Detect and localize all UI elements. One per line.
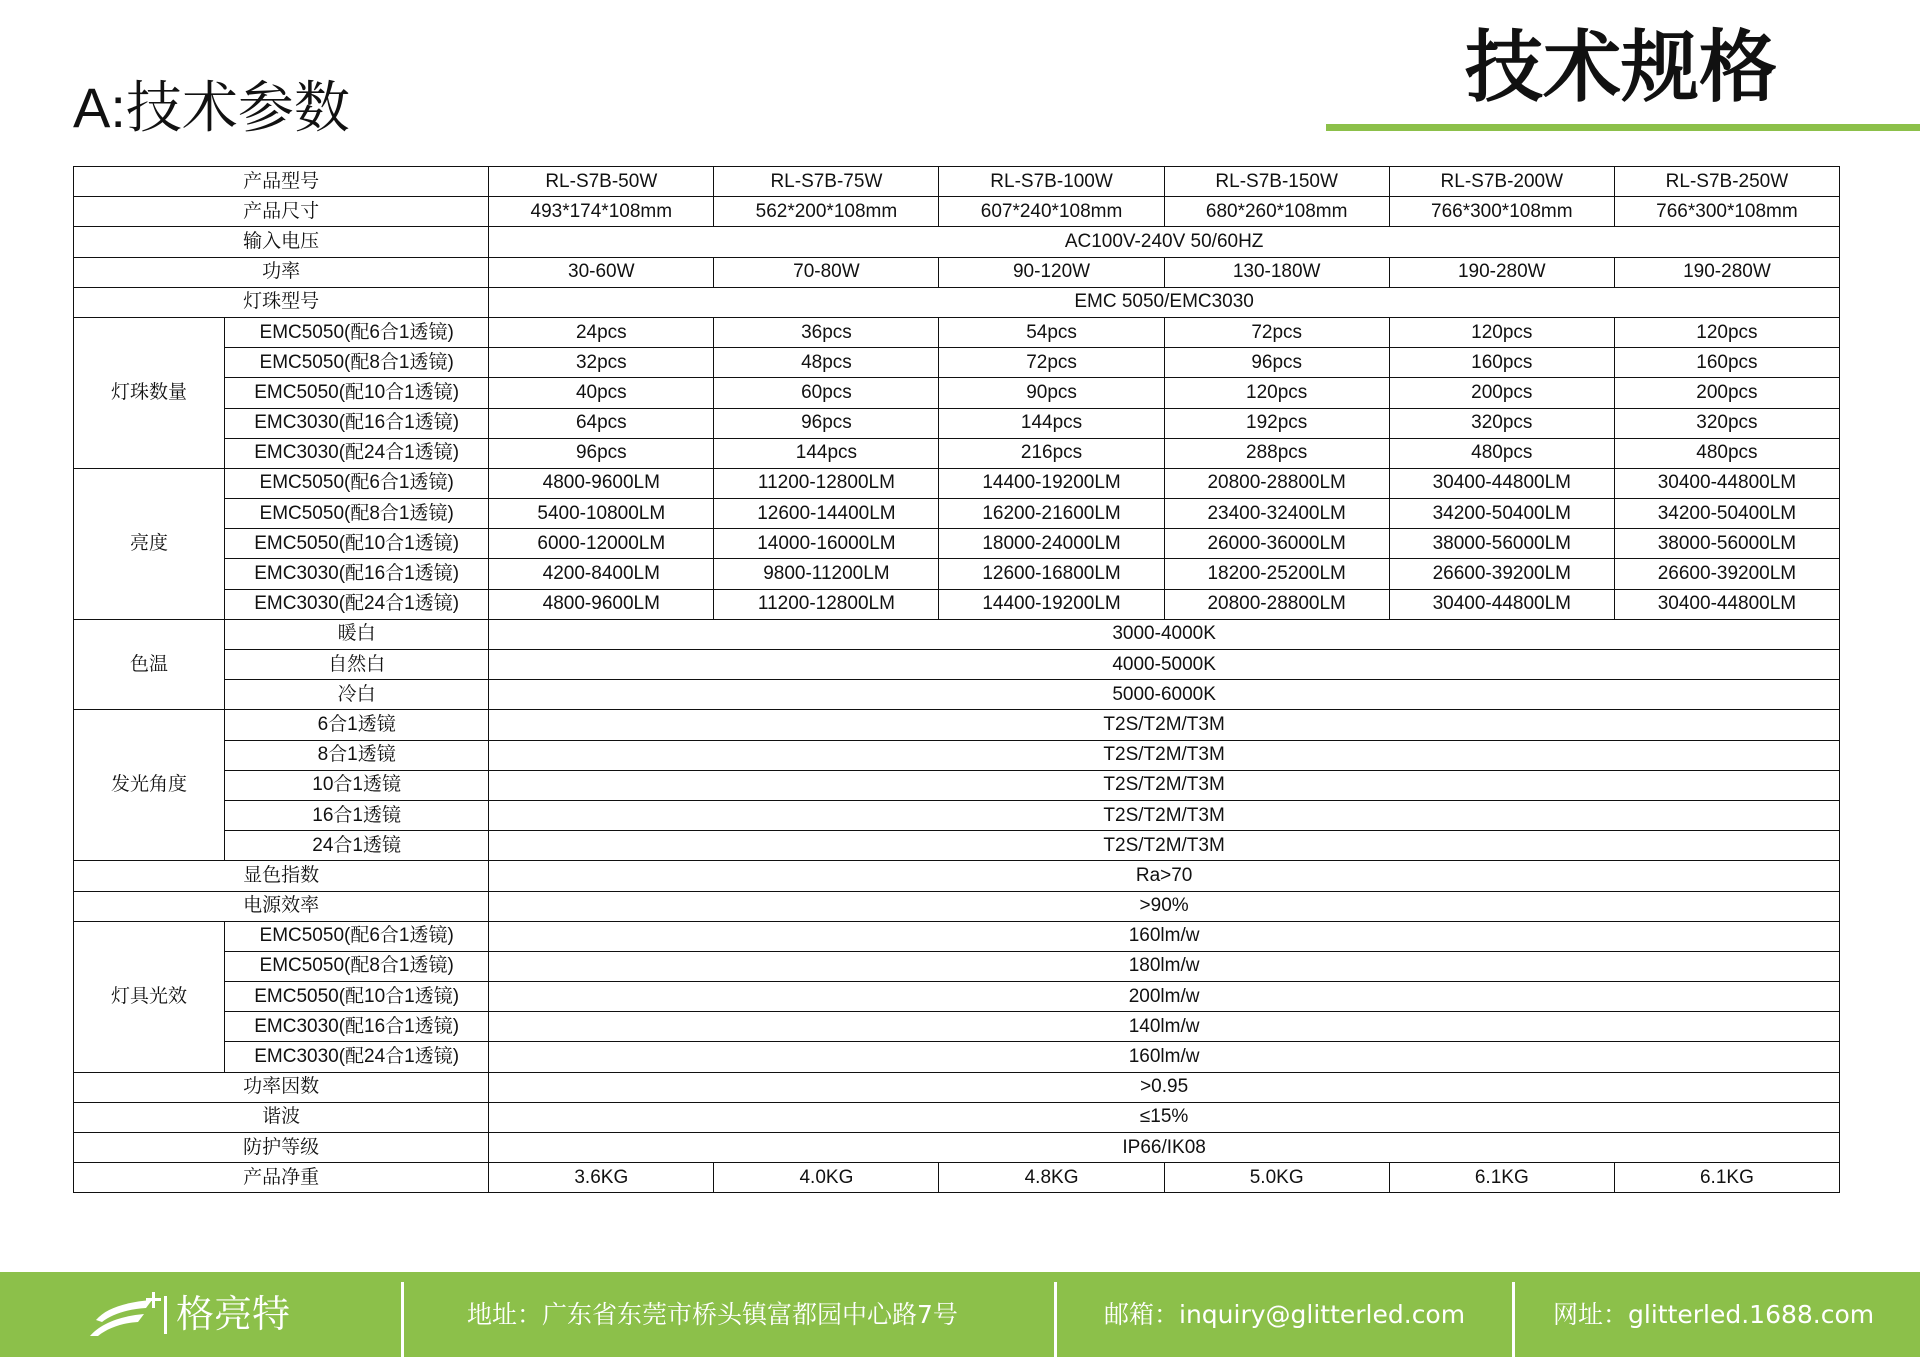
beam-angle-value: T2S/T2M/T3M: [489, 740, 1840, 770]
brightness-cell: 11200-12800LM: [714, 468, 939, 498]
led-qty-cell: 40pcs: [489, 378, 714, 408]
driver-efficiency-label: 电源效率: [74, 891, 489, 921]
efficacy-value: 180lm/w: [489, 951, 1840, 981]
brightness-cell: 26000-36000LM: [1164, 529, 1389, 559]
heading-underline: [1326, 124, 1920, 131]
table-row: [74, 559, 1840, 589]
led-qty-cell: 36pcs: [714, 317, 939, 347]
led-qty-sub-label: EMC5050(配10合1透镜): [225, 378, 489, 408]
table-row: [74, 529, 1840, 559]
cct-value: 4000-5000K: [489, 650, 1840, 680]
size-cell: 607*240*108mm: [939, 197, 1164, 227]
brightness-cell: 23400-32400LM: [1164, 499, 1389, 529]
footer-bar: [0, 1272, 1920, 1357]
brightness-cell: 34200-50400LM: [1614, 499, 1839, 529]
driver-efficiency-value: >90%: [489, 891, 1840, 921]
brightness-cell: 4200-8400LM: [489, 559, 714, 589]
power-label: 功率: [74, 257, 489, 287]
size-cell: 680*260*108mm: [1164, 197, 1389, 227]
power-cell: 190-280W: [1389, 257, 1614, 287]
cct-label: 色温: [74, 619, 225, 710]
table-row: [74, 227, 1840, 257]
efficacy-sub-label: EMC3030(配16合1透镜): [225, 1012, 489, 1042]
beam-angle-sub-label: 6合1透镜: [225, 710, 489, 740]
brightness-cell: 4800-9600LM: [489, 589, 714, 619]
led-qty-cell: 54pcs: [939, 317, 1164, 347]
beam-angle-value: T2S/T2M/T3M: [489, 800, 1840, 830]
led-qty-sub-label: EMC5050(配6合1透镜): [225, 317, 489, 347]
table-row: [74, 951, 1840, 981]
led-qty-sub-label: EMC5050(配8合1透镜): [225, 348, 489, 378]
led-qty-cell: 96pcs: [489, 438, 714, 468]
cct-sub-label: 自然白: [225, 650, 489, 680]
brightness-cell: 5400-10800LM: [489, 499, 714, 529]
led-qty-cell: 192pcs: [1164, 408, 1389, 438]
beam-angle-value: T2S/T2M/T3M: [489, 770, 1840, 800]
led-qty-cell: 480pcs: [1614, 438, 1839, 468]
brightness-sub-label: EMC5050(配10合1透镜): [225, 529, 489, 559]
led-qty-cell: 120pcs: [1614, 317, 1839, 347]
table-row: [74, 287, 1840, 317]
brightness-sub-label: EMC3030(配16合1透镜): [225, 559, 489, 589]
led-qty-cell: 96pcs: [714, 408, 939, 438]
cct-value: 3000-4000K: [489, 619, 1840, 649]
cct-sub-label: 冷白: [225, 680, 489, 710]
footer-address: 地址：广东省东莞市桥头镇富都园中心路7号: [467, 1300, 958, 1329]
brightness-sub-label: EMC5050(配6合1透镜): [225, 468, 489, 498]
beam-angle-sub-label: 24合1透镜: [225, 831, 489, 861]
table-row: [74, 770, 1840, 800]
table-row: [74, 1102, 1840, 1132]
brightness-cell: 18000-24000LM: [939, 529, 1164, 559]
table-row: [74, 710, 1840, 740]
size-label: 产品尺寸: [74, 197, 489, 227]
power-factor-label: 功率因数: [74, 1072, 489, 1102]
table-row: [74, 1042, 1840, 1072]
table-row: [74, 348, 1840, 378]
led-qty-sub-label: EMC3030(配16合1透镜): [225, 408, 489, 438]
led-qty-cell: 64pcs: [489, 408, 714, 438]
brightness-label: 亮度: [74, 468, 225, 619]
footer-email[interactable]: 邮箱：inquiry@glitterled.com: [1104, 1300, 1466, 1329]
table-row: [74, 921, 1840, 951]
led-qty-cell: 320pcs: [1389, 408, 1614, 438]
model-cell: RL-S7B-250W: [1614, 167, 1839, 197]
cri-value: Ra>70: [489, 861, 1840, 891]
table-row: [74, 740, 1840, 770]
efficacy-sub-label: EMC5050(配10合1透镜): [225, 982, 489, 1012]
brightness-cell: 14400-19200LM: [939, 468, 1164, 498]
led-qty-cell: 72pcs: [939, 348, 1164, 378]
table-row: [74, 1072, 1840, 1102]
model-cell: RL-S7B-100W: [939, 167, 1164, 197]
section-title: A:技术参数: [73, 76, 350, 139]
led-qty-cell: 96pcs: [1164, 348, 1389, 378]
model-cell: RL-S7B-50W: [489, 167, 714, 197]
thd-label: 谐波: [74, 1102, 489, 1132]
footer-website[interactable]: 网址：glitterled.1688.com: [1553, 1300, 1875, 1329]
logo-divider: [164, 1296, 167, 1334]
efficacy-value: 160lm/w: [489, 921, 1840, 951]
table-row: [74, 982, 1840, 1012]
led-qty-cell: 32pcs: [489, 348, 714, 378]
brightness-cell: 14000-16000LM: [714, 529, 939, 559]
brightness-cell: 30400-44800LM: [1389, 589, 1614, 619]
voltage-value: AC100V-240V 50/60HZ: [489, 227, 1840, 257]
led-qty-cell: 160pcs: [1389, 348, 1614, 378]
beam-angle-sub-label: 8合1透镜: [225, 740, 489, 770]
spec-table-body: [74, 167, 1840, 1193]
table-row: [74, 1012, 1840, 1042]
model-cell: RL-S7B-150W: [1164, 167, 1389, 197]
brightness-cell: 20800-28800LM: [1164, 589, 1389, 619]
brightness-cell: 38000-56000LM: [1614, 529, 1839, 559]
brightness-cell: 14400-19200LM: [939, 589, 1164, 619]
voltage-label: 输入电压: [74, 227, 489, 257]
table-row: [74, 1163, 1840, 1193]
ip-rating-value: IP66/IK08: [489, 1133, 1840, 1163]
table-row: [74, 680, 1840, 710]
beam-angle-sub-label: 10合1透镜: [225, 770, 489, 800]
table-row: [74, 317, 1840, 347]
efficacy-sub-label: EMC5050(配8合1透镜): [225, 951, 489, 981]
brightness-cell: 12600-14400LM: [714, 499, 939, 529]
brightness-cell: 20800-28800LM: [1164, 468, 1389, 498]
model-label: 产品型号: [74, 167, 489, 197]
brightness-cell: 26600-39200LM: [1389, 559, 1614, 589]
brightness-cell: 26600-39200LM: [1614, 559, 1839, 589]
weight-cell: 5.0KG: [1164, 1163, 1389, 1193]
led-qty-cell: 200pcs: [1614, 378, 1839, 408]
table-row: [74, 438, 1840, 468]
efficacy-sub-label: EMC3030(配24合1透镜): [225, 1042, 489, 1072]
brightness-cell: 30400-44800LM: [1614, 468, 1839, 498]
footer-divider: [1512, 1282, 1515, 1357]
led-qty-cell: 144pcs: [714, 438, 939, 468]
size-cell: 766*300*108mm: [1389, 197, 1614, 227]
table-row: [74, 378, 1840, 408]
brightness-cell: 34200-50400LM: [1389, 499, 1614, 529]
led-qty-cell: 480pcs: [1389, 438, 1614, 468]
size-cell: 562*200*108mm: [714, 197, 939, 227]
led-qty-cell: 72pcs: [1164, 317, 1389, 347]
table-row: [74, 619, 1840, 649]
table-row: [74, 167, 1840, 197]
table-row: [74, 861, 1840, 891]
footer-divider: [401, 1282, 404, 1357]
led-qty-cell: 216pcs: [939, 438, 1164, 468]
efficacy-label: 灯具光效: [74, 921, 225, 1072]
page-heading: 技术规格: [1464, 23, 1777, 113]
led-qty-cell: 200pcs: [1389, 378, 1614, 408]
brightness-cell: 30400-44800LM: [1614, 589, 1839, 619]
led-qty-cell: 320pcs: [1614, 408, 1839, 438]
power-cell: 90-120W: [939, 257, 1164, 287]
efficacy-sub-label: EMC5050(配6合1透镜): [225, 921, 489, 951]
brightness-cell: 12600-16800LM: [939, 559, 1164, 589]
power-cell: 70-80W: [714, 257, 939, 287]
spec-table: [73, 166, 1840, 1193]
table-row: [74, 1133, 1840, 1163]
power-factor-value: >0.95: [489, 1072, 1840, 1102]
led-qty-cell: 288pcs: [1164, 438, 1389, 468]
table-row: [74, 650, 1840, 680]
power-cell: 30-60W: [489, 257, 714, 287]
weight-cell: 6.1KG: [1614, 1163, 1839, 1193]
brightness-sub-label: EMC3030(配24合1透镜): [225, 589, 489, 619]
led-qty-cell: 120pcs: [1164, 378, 1389, 408]
brightness-cell: 6000-12000LM: [489, 529, 714, 559]
led-qty-cell: 120pcs: [1389, 317, 1614, 347]
table-row: [74, 800, 1840, 830]
table-row: [74, 257, 1840, 287]
led-qty-cell: 144pcs: [939, 408, 1164, 438]
size-cell: 766*300*108mm: [1614, 197, 1839, 227]
brightness-cell: 4800-9600LM: [489, 468, 714, 498]
brightness-cell: 9800-11200LM: [714, 559, 939, 589]
brightness-cell: 18200-25200LM: [1164, 559, 1389, 589]
weight-cell: 4.8KG: [939, 1163, 1164, 1193]
footer-divider: [1054, 1282, 1057, 1357]
cct-sub-label: 暖白: [225, 619, 489, 649]
table-row: [74, 408, 1840, 438]
efficacy-value: 140lm/w: [489, 1012, 1840, 1042]
model-cell: RL-S7B-75W: [714, 167, 939, 197]
cct-value: 5000-6000K: [489, 680, 1840, 710]
brightness-cell: 16200-21600LM: [939, 499, 1164, 529]
cri-label: 显色指数: [74, 861, 489, 891]
led-type-label: 灯珠型号: [74, 287, 489, 317]
beam-angle-label: 发光角度: [74, 710, 225, 861]
weight-cell: 4.0KG: [714, 1163, 939, 1193]
led-qty-sub-label: EMC3030(配24合1透镜): [225, 438, 489, 468]
ip-rating-label: 防护等级: [74, 1133, 489, 1163]
beam-angle-value: T2S/T2M/T3M: [489, 710, 1840, 740]
table-row: [74, 891, 1840, 921]
efficacy-value: 160lm/w: [489, 1042, 1840, 1072]
weight-cell: 3.6KG: [489, 1163, 714, 1193]
table-row: [74, 589, 1840, 619]
power-cell: 190-280W: [1614, 257, 1839, 287]
led-qty-cell: 24pcs: [489, 317, 714, 347]
led-type-value: EMC 5050/EMC3030: [489, 287, 1840, 317]
led-qty-cell: 60pcs: [714, 378, 939, 408]
brightness-cell: 38000-56000LM: [1389, 529, 1614, 559]
brand-name: 格亮特: [176, 1292, 291, 1336]
table-row: [74, 197, 1840, 227]
table-row: [74, 831, 1840, 861]
efficacy-value: 200lm/w: [489, 982, 1840, 1012]
brightness-cell: 11200-12800LM: [714, 589, 939, 619]
led-qty-label: 灯珠数量: [74, 317, 225, 468]
led-qty-cell: 48pcs: [714, 348, 939, 378]
thd-value: ≤15%: [489, 1102, 1840, 1132]
beam-angle-value: T2S/T2M/T3M: [489, 831, 1840, 861]
brightness-sub-label: EMC5050(配8合1透镜): [225, 499, 489, 529]
size-cell: 493*174*108mm: [489, 197, 714, 227]
power-cell: 130-180W: [1164, 257, 1389, 287]
led-qty-cell: 90pcs: [939, 378, 1164, 408]
beam-angle-sub-label: 16合1透镜: [225, 800, 489, 830]
brightness-cell: 30400-44800LM: [1389, 468, 1614, 498]
weight-label: 产品净重: [74, 1163, 489, 1193]
led-qty-cell: 160pcs: [1614, 348, 1839, 378]
table-row: [74, 499, 1840, 529]
model-cell: RL-S7B-200W: [1389, 167, 1614, 197]
brand-logo-icon: [86, 1290, 166, 1344]
table-row: [74, 468, 1840, 498]
weight-cell: 6.1KG: [1389, 1163, 1614, 1193]
